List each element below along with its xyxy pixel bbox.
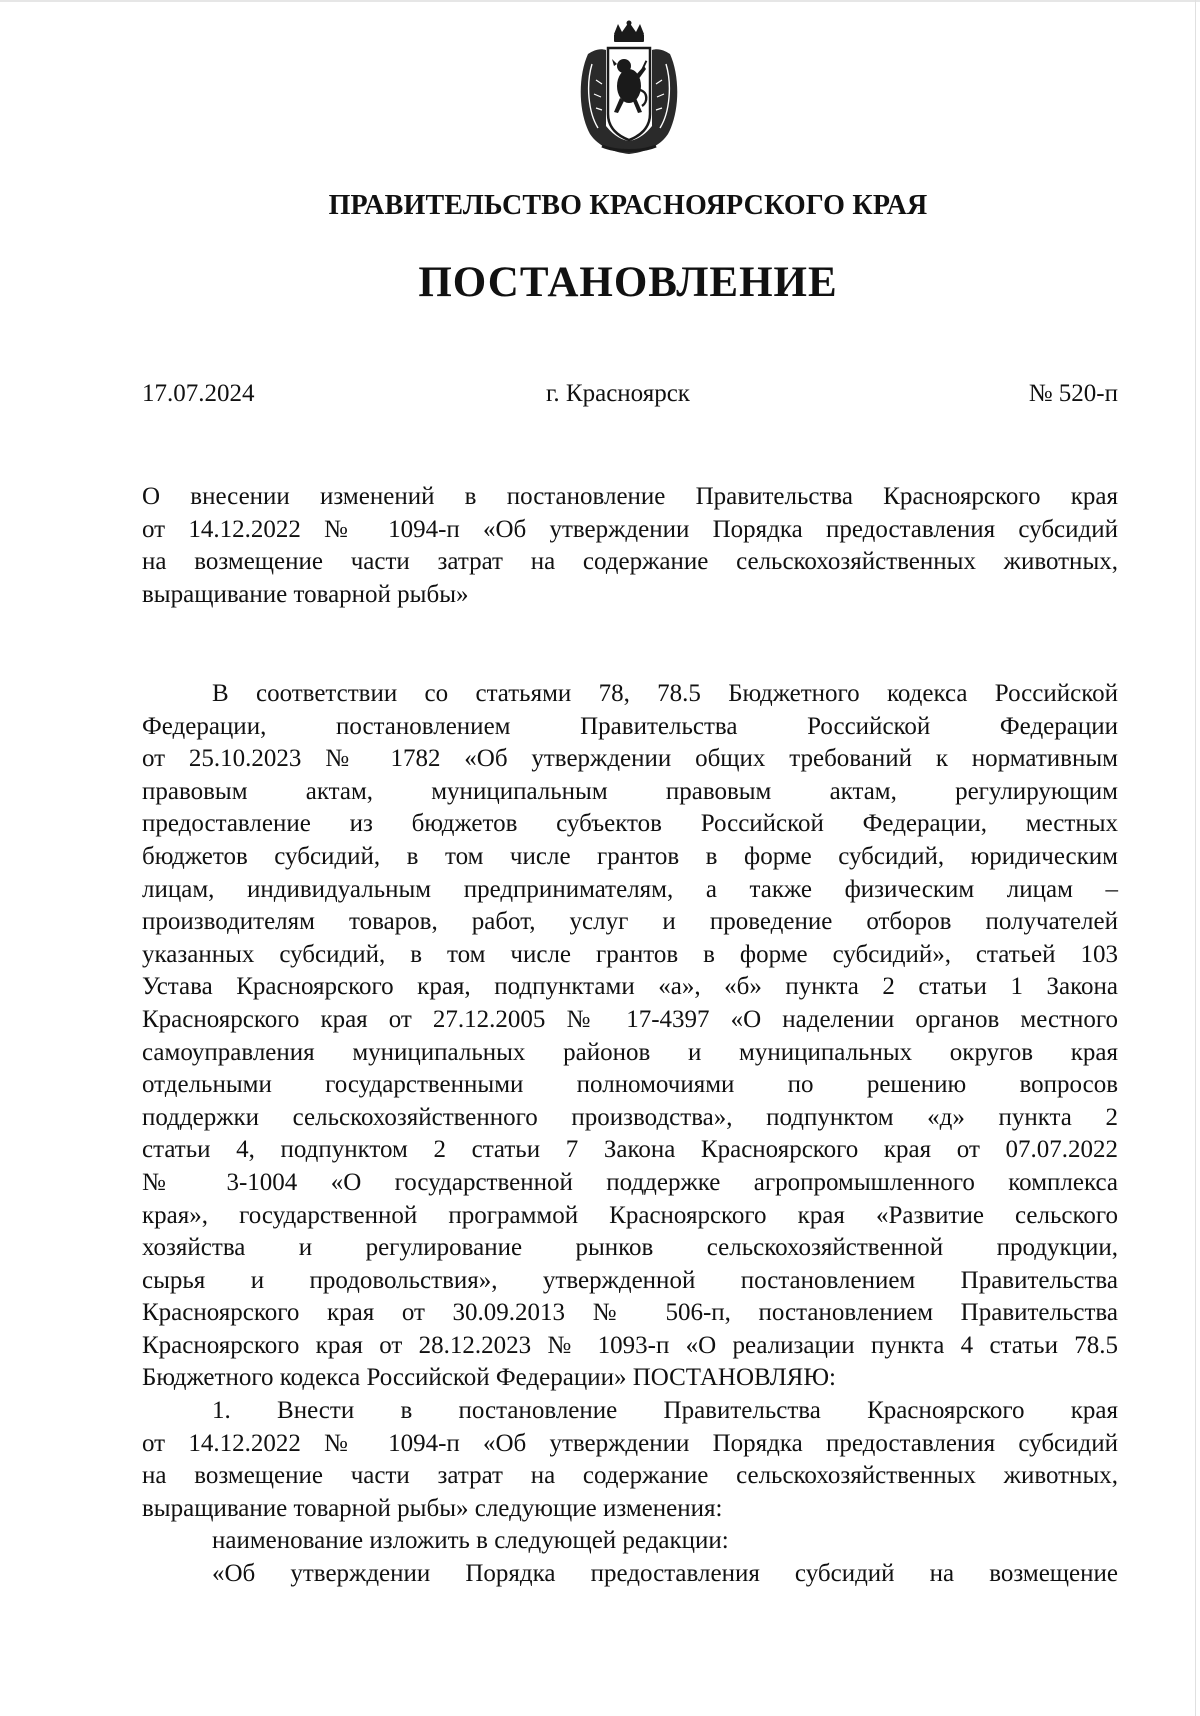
body-line: от 25.10.2023 № 1782 «Об утверждении общих требований к нормативным — [142, 745, 1118, 773]
scan-edge-top — [0, 0, 1200, 2]
body-line: производителям товаров, работ, услуг и проведение отборов получателей — [142, 908, 1118, 936]
body-line: лицам, индивидуальным предпринимателям, а также физическим лицам – — [142, 875, 1118, 903]
body-line: Красноярского края от 28.12.2023 № 1093-п «О реализации пункта 4 статьи 78.5 — [142, 1331, 1118, 1359]
subject-line: на возмещение части затрат на содержание сельскохозяйственных животных, — [142, 548, 1118, 575]
coat-of-arms-icon — [572, 20, 686, 158]
document-body — [142, 678, 1118, 1591]
body-line: бюджетов субсидий, в том числе грантов в форме субсидий, юридическим — [142, 842, 1118, 870]
organization-title: ПРАВИТЕЛЬСТВО КРАСНОЯРСКОГО КРАЯ — [328, 190, 928, 221]
body-line: Устава Красноярского края, подпунктами «а», «б» пункта 2 статьи 1 Закона — [142, 973, 1118, 1001]
subject-line: от 14.12.2022 № 1094-п «Об утверждении Порядка предоставления субсидий — [142, 515, 1118, 543]
subject-line: О внесении изменений в постановление Правительства Красноярского края — [142, 483, 1118, 510]
document-type-title: ПОСТАНОВЛЕНИЕ — [418, 259, 838, 306]
document-number: № 520-п — [1028, 380, 1118, 407]
body-line: выращивание товарной рыбы» следующие изменения: — [142, 1494, 723, 1522]
body-line: предоставление из бюджетов субъектов Российской Федерации, местных — [142, 810, 1118, 838]
body-line: Федерации, постановлением Правительства Российской Федерации — [142, 712, 1118, 740]
body-line: отдельными государственными полномочиями по решению вопросов — [142, 1071, 1118, 1099]
body-line: хозяйства и регулирование рынков сельскохозяйственной продукции, — [142, 1234, 1118, 1262]
body-line: Красноярского края от 27.12.2005 № 17-4397 «О наделении органов местного — [142, 1005, 1118, 1033]
document-meta-row — [142, 380, 1118, 414]
document-place: г. Красноярск — [546, 380, 690, 407]
body-line: края», государственной программой Красноярского края «Развитие сельского — [142, 1201, 1118, 1229]
document-date: 17.07.2024 — [142, 380, 255, 407]
body-line: указанных субсидий, в том числе грантов в форме субсидий», статьей 103 — [142, 940, 1118, 968]
body-line: Бюджетного кодекса Российской Федерации» ПОСТАНОВЛЯЮ: — [142, 1364, 836, 1392]
body-line: «Об утверждении Порядка предоставления субсидий на возмещение — [212, 1560, 1118, 1588]
body-line: 1. Внести в постановление Правительства Красноярского края — [212, 1397, 1118, 1425]
body-line: наименование изложить в следующей редакции: — [212, 1527, 729, 1555]
body-line: статьи 4, подпунктом 2 статьи 7 Закона Красноярского края от 07.07.2022 — [142, 1136, 1118, 1164]
body-line: В соответствии со статьями 78, 78.5 Бюджетного кодекса Российской — [212, 680, 1118, 707]
document-subject — [142, 481, 1118, 611]
body-line: самоуправления муниципальных районов и муниципальных округов края — [142, 1038, 1118, 1066]
body-line: № 3-1004 «О государственной поддержке агропромышленного комплекса — [142, 1168, 1118, 1196]
body-line: сырья и продовольствия», утвержденной постановлением Правительства — [142, 1266, 1118, 1294]
body-line: Красноярского края от 30.09.2013 № 506-п, постановлением Правительства — [142, 1299, 1118, 1327]
subject-line: выращивание товарной рыбы» — [142, 580, 469, 608]
body-line: от 14.12.2022 № 1094-п «Об утверждении Порядка предоставления субсидий — [142, 1429, 1118, 1457]
body-line: правовым актам, муниципальным правовым актам, регулирующим — [142, 777, 1118, 805]
body-line: поддержки сельскохозяйственного производства», подпунктом «д» пункта 2 — [142, 1103, 1118, 1131]
body-line: на возмещение части затрат на содержание сельскохозяйственных животных, — [142, 1462, 1118, 1490]
